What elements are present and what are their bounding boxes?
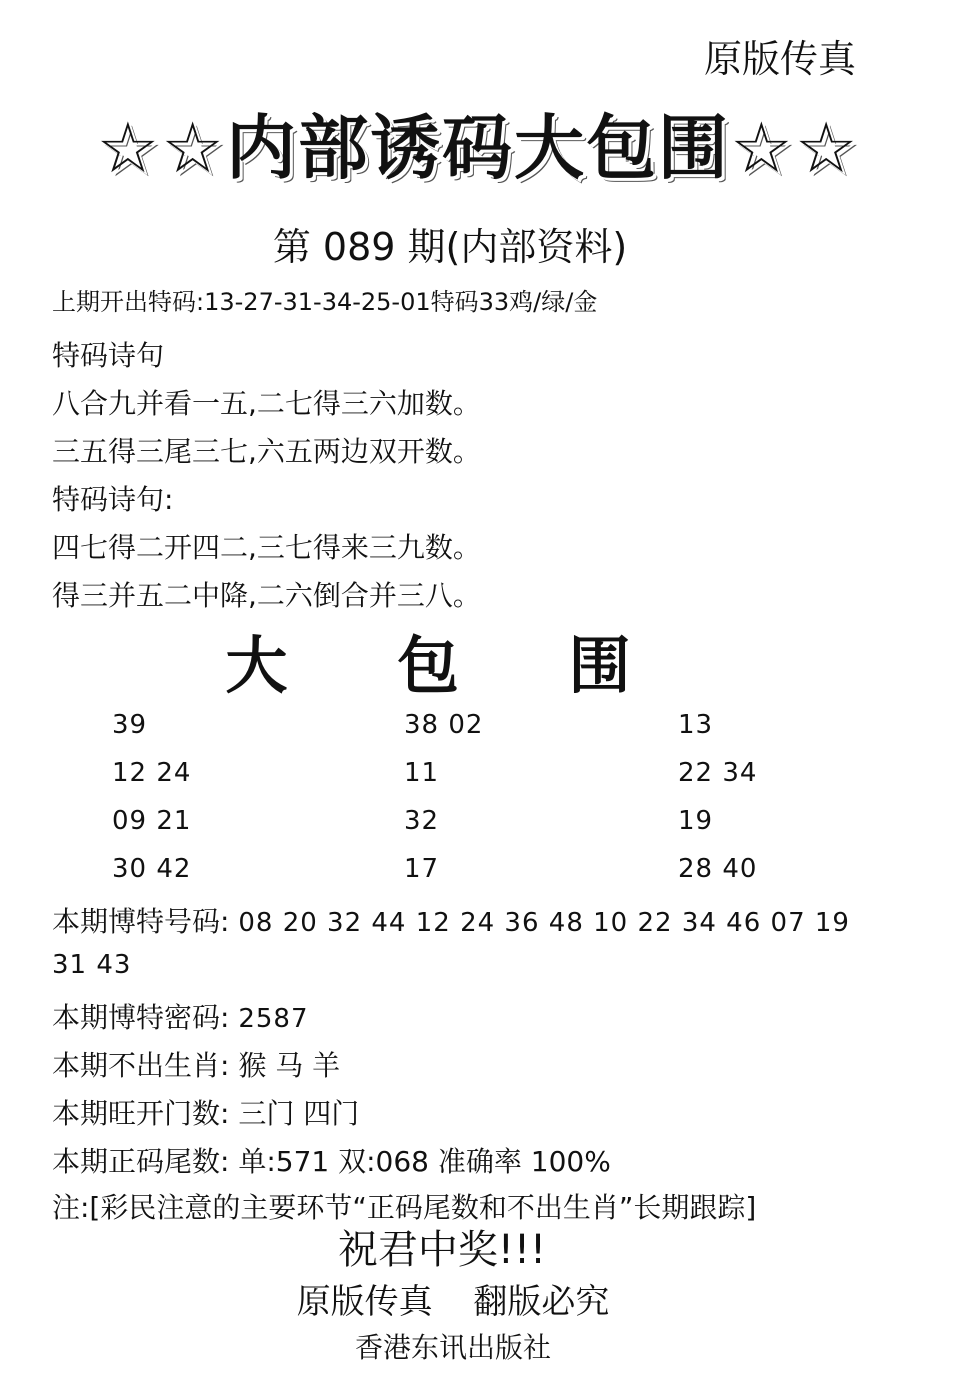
secret-code-label: 本期博特密码: xyxy=(52,1001,230,1034)
grid-cell: 30 42 xyxy=(112,854,192,884)
special-numbers-continued: 31 43 xyxy=(52,950,132,980)
grid-cell: 12 24 xyxy=(112,758,192,788)
grid-cell: 13 xyxy=(678,710,714,740)
issue-number: 第 089 期(内部资料) xyxy=(272,225,628,269)
grid-cell: 28 40 xyxy=(678,854,758,884)
publisher-name: 香港东讯出版社 xyxy=(354,1331,551,1364)
poem-heading-2: 特码诗句: xyxy=(52,483,174,516)
poem-line-1: 八合九并看一五,二七得三六加数。 xyxy=(52,387,481,420)
special-numbers-label: 本期博特号码: xyxy=(52,905,230,938)
poem-line-3: 四七得二开四二,三七得来三九数。 xyxy=(52,531,481,564)
grid-cell: 32 xyxy=(404,806,440,836)
poem-line-2: 三五得三尾三七,六五两边双开数。 xyxy=(52,435,481,468)
last-draw-label: 上期开出特码: xyxy=(52,288,205,316)
special-numbers-line xyxy=(52,900,850,940)
tail-numbers-label: 本期正码尾数: xyxy=(52,1145,230,1178)
page-title: ☆☆内部诱码大包围☆☆ xyxy=(96,107,860,189)
original-fax-tag: 原版传真 xyxy=(703,37,856,81)
poem-heading-1: 特码诗句 xyxy=(52,339,165,372)
excluded-zodiac-line xyxy=(52,1044,340,1084)
grid-cell: 09 21 xyxy=(112,806,192,836)
excluded-zodiac-value: 猴 马 羊 xyxy=(238,1049,341,1082)
secret-code-line xyxy=(52,996,309,1036)
excluded-zodiac-label: 本期不出生肖: xyxy=(52,1049,230,1082)
secret-code-value: 2587 xyxy=(238,1004,309,1034)
grid-cell: 11 xyxy=(404,758,440,788)
poem-line-4: 得三并五二中降,二六倒合并三八。 xyxy=(52,579,481,612)
grid-cell: 19 xyxy=(678,806,714,836)
grid-cell: 38 02 xyxy=(404,710,484,740)
grid-cell: 22 34 xyxy=(678,758,758,788)
cheer-text: 祝君中奖!!! xyxy=(337,1227,547,1273)
hot-gates-line xyxy=(52,1092,359,1132)
tail-numbers-line xyxy=(52,1140,611,1180)
copyright-notice: 原版传真 翻版必究 xyxy=(296,1282,610,1322)
special-numbers-values: 08 20 32 44 12 24 36 48 10 22 34 46 07 19 xyxy=(238,908,850,938)
last-draw-line xyxy=(52,282,597,317)
tail-numbers-value: 单:571 双:068 准确率 100% xyxy=(238,1145,611,1178)
note-line: 注:[彩民注意的主要环节“正码尾数和不出生肖”长期跟踪] xyxy=(52,1191,757,1224)
hot-gates-label: 本期旺开门数: xyxy=(52,1097,230,1130)
hot-gates-value: 三门 四门 xyxy=(238,1097,360,1130)
section-title: 大 包 围 xyxy=(225,629,675,702)
last-draw-value: 13-27-31-34-25-01特码33鸡/绿/金 xyxy=(204,288,598,316)
grid-cell: 17 xyxy=(404,854,440,884)
grid-cell: 39 xyxy=(112,710,148,740)
